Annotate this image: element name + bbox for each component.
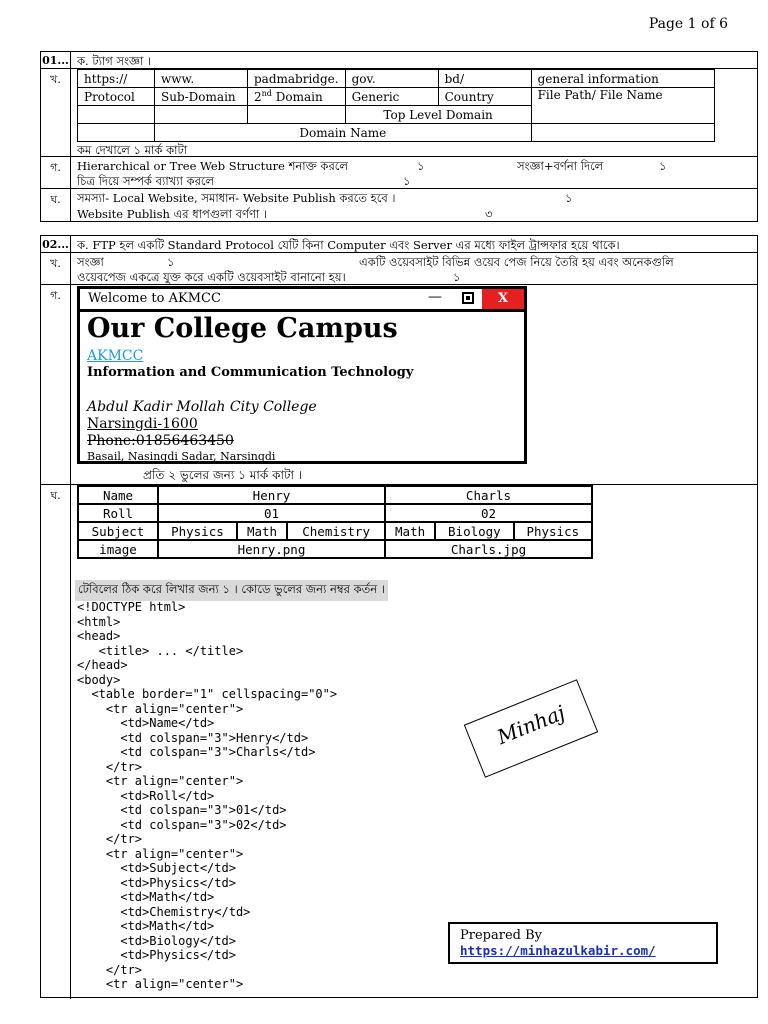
akmcc-link[interactable]: AKMCC <box>87 348 144 364</box>
cell-roll-label: Roll <box>78 504 158 522</box>
window-phone: Phone:01856463450 <box>87 433 234 449</box>
signature-text: Minhaj <box>493 700 569 750</box>
label-country: Country <box>438 88 531 106</box>
q2-ga-label: গ. <box>41 285 71 485</box>
q2-kha-definition: সংজ্ঞা <box>77 255 104 269</box>
window-title-bar <box>80 289 524 312</box>
code-line: <title> ... </title> <box>77 643 244 658</box>
code-line: <tr align="center"> <box>77 774 244 788</box>
code-line: <head> <box>77 629 121 643</box>
browser-window-mockup <box>77 286 527 464</box>
code-line: <tr align="center"> <box>77 977 244 991</box>
q1-ga-label: গ. <box>41 157 71 189</box>
code-line: <td>Roll</td> <box>77 788 215 803</box>
q1-gha-label: ঘ. <box>41 189 71 222</box>
q2-number: 02... <box>41 236 71 252</box>
code-line: <td>Chemistry</td> <box>77 904 251 919</box>
code-line: </tr> <box>77 759 143 774</box>
code-line: <tr align="center"> <box>77 701 244 716</box>
html-code-listing <box>77 600 337 992</box>
q2-ka-row <box>41 236 757 252</box>
code-line: <!DOCTYPE html> <box>77 600 186 614</box>
label-top-level-domain: Top Level Domain <box>345 106 531 124</box>
minimize-icon: — <box>428 289 442 305</box>
url-path: general information <box>531 70 714 88</box>
url-country: bd/ <box>438 70 531 88</box>
code-line: <td colspan="3">01</td> <box>77 803 287 817</box>
code-line: <td>Biology</td> <box>77 933 236 948</box>
cell-subject: Physics <box>158 522 237 540</box>
code-line: <tr align="center"> <box>77 846 244 861</box>
q2-kha-mark1: ১ <box>167 255 175 269</box>
q2-kha-line1: একটি ওয়েবসাইট বিভিন্ন ওয়েব পেজ নিয়ে তৈরি হয় এবং অনেকগুলি <box>359 255 674 269</box>
q1-ga-line2: চিত্র দিয়ে সম্পর্ক ব্যাখ্যা করলে <box>77 174 215 188</box>
q1-gha-mark2: ৩ <box>485 207 493 221</box>
label-domain: 2nd Domain <box>248 88 346 106</box>
q2-gha-label: ঘ. <box>41 485 71 999</box>
label-path: File Path/ File Name <box>531 88 714 124</box>
label-generic: Generic <box>345 88 438 106</box>
code-line: <td colspan="3">02</td> <box>77 817 287 832</box>
q1-ga-mark2: ১ <box>659 159 667 173</box>
q2-ka-text: ক. FTP হল একটি Standard Protocol যেটি কিনা Computer এবং Server এর মধ্যে ফাইল ট্রান্সফার হয়ে থাকে। <box>77 238 620 252</box>
cell-name-label: Name <box>78 486 158 504</box>
cell-roll-1: 01 <box>158 504 385 522</box>
code-line: </tr> <box>77 962 143 977</box>
cell-name-1: Henry <box>158 486 385 504</box>
cell-subject: Math <box>385 522 435 540</box>
prepared-by-box <box>448 922 718 964</box>
cell-subject: Physics <box>514 522 592 540</box>
window-heading: Our College Campus <box>87 313 398 344</box>
code-line: </head> <box>77 658 128 672</box>
marking-note: টেবিলের ঠিক করে লিখার জন্য ১ । কোডে ভুলের জন্য নম্বর কর্তন । <box>75 580 388 601</box>
cell-subject: Math <box>237 522 287 540</box>
cell-image-1: Henry.png <box>158 540 385 558</box>
q2-kha-line2: ওয়েবপেজ একত্রে যুক্ত করে একটি ওয়েবসাইট বানানো হয়। <box>77 270 346 284</box>
q1-kha-row <box>41 68 757 157</box>
q1-ga-row <box>41 156 757 189</box>
q1-ga-definition: সংজ্ঞা+বর্ণনা দিলে <box>517 159 604 173</box>
close-icon: X <box>482 289 524 309</box>
q1-ga-line1: Hierarchical or Tree Web Structure শনাক্ত করলে <box>77 159 348 173</box>
q2-kha-label: খ. <box>41 253 71 285</box>
cell-roll-2: 02 <box>385 504 592 522</box>
url-domain: padmabridge. <box>248 70 346 88</box>
q1-ka-row <box>41 52 757 68</box>
label-domain-name: Domain Name <box>155 124 532 142</box>
cell-image-2: Charls.jpg <box>385 540 592 558</box>
question-1-section <box>40 51 758 222</box>
page-number: Page 1 of 6 <box>648 16 728 32</box>
q2-kha-row <box>41 252 757 285</box>
q2-ga-note: প্রতি ২ ভুলের জন্য ১ মার্ক কাটা । <box>143 468 303 482</box>
q1-ka-text: ক. ট্যাগ সংজ্ঞা । <box>77 54 152 68</box>
q1-kha-label: খ. <box>41 69 71 157</box>
cell-subject: Biology <box>435 522 513 540</box>
q2-kha-mark2: ১ <box>453 270 461 284</box>
code-line: <td>Math</td> <box>77 919 215 933</box>
code-line: <table border="1" cellspacing="0"> <box>77 687 338 701</box>
code-line: <td>Math</td> <box>77 890 215 904</box>
code-line: <td>Physics</td> <box>77 875 236 890</box>
window-title: Welcome to AKMCC <box>88 291 221 306</box>
prepared-by-label: Prepared By <box>460 928 542 943</box>
url-breakdown-table <box>77 69 715 142</box>
window-city: Narsingdi-1600 <box>87 416 198 432</box>
label-subdomain: Sub-Domain <box>155 88 248 106</box>
code-line: <td>Physics</td> <box>77 948 236 962</box>
code-line: <body> <box>77 672 121 687</box>
code-line: <td>Name</td> <box>77 716 215 730</box>
cell-name-2: Charls <box>385 486 592 504</box>
student-table <box>77 485 593 559</box>
window-subject: Information and Communication Technology <box>87 365 414 380</box>
url-subdomain: www. <box>155 70 248 88</box>
cell-subject: Chemistry <box>287 522 385 540</box>
cell-image-label: image <box>78 540 158 558</box>
prepared-by-link[interactable]: https://minhazulkabir.com/ <box>460 943 656 958</box>
window-college: Abdul Kadir Mollah City College <box>87 399 317 415</box>
q1-ga-mark3: ১ <box>403 174 411 188</box>
url-generic: gov. <box>345 70 438 88</box>
q1-gha-mark1: ১ <box>565 191 573 205</box>
q1-gha-row <box>41 188 757 222</box>
cell-subject-label: Subject <box>78 522 158 540</box>
code-line: <td colspan="3">Charls</td> <box>77 745 316 759</box>
q1-gha-line2: Website Publish এর ধাপগুলা বর্ণণা । <box>77 207 268 221</box>
q1-kha-note: কম দেখালে ১ মার্ক কাটা <box>77 143 188 157</box>
code-line: </tr> <box>77 832 143 846</box>
code-line: <html> <box>77 614 121 629</box>
q1-ga-mark1: ১ <box>417 159 425 173</box>
code-line: <td colspan="3">Henry</td> <box>77 730 309 745</box>
code-line: <td>Subject</td> <box>77 861 236 875</box>
window-address: Basail, Nasingdi Sadar, Narsingdi <box>87 450 276 463</box>
maximize-icon <box>462 292 474 304</box>
q1-number: 01... <box>41 52 71 68</box>
label-protocol: Protocol <box>78 88 155 106</box>
url-protocol: https:// <box>78 70 155 88</box>
q1-gha-line1: সমস্যা- Local Website, সমাধান- Website Publish করতে হবে । <box>77 191 396 205</box>
